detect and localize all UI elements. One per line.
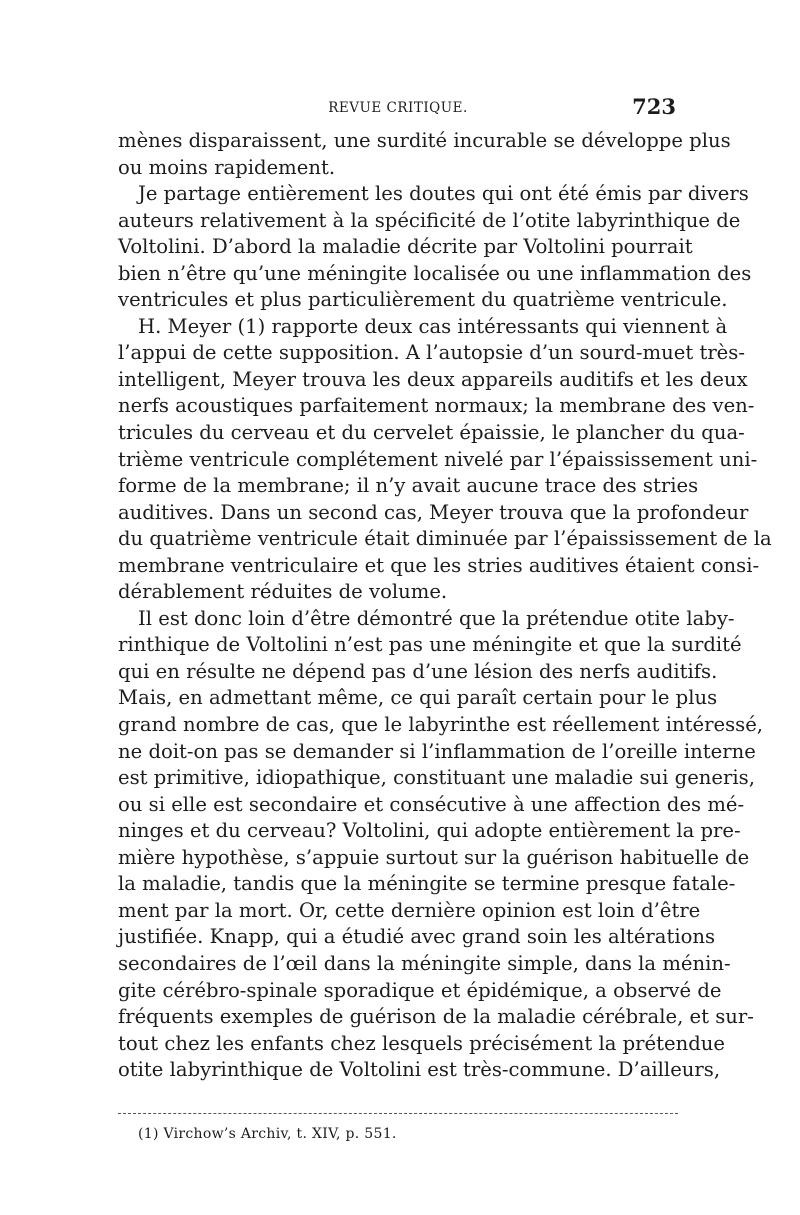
running-title: REVUE CRITIQUE. (328, 100, 468, 116)
text-line: secondaires de l’œil dans la méningite simple, dans la ménin- (118, 951, 731, 975)
text-line: otite labyrinthique de Voltolini est très-commune. D’ailleurs, (118, 1058, 721, 1082)
text-line: gite cérébro-spinale sporadique et épidémique, a observé de (118, 978, 722, 1002)
text-line: ment par la mort. Or, cette dernière opinion est loin d’être (118, 898, 701, 922)
text-line: nerfs acoustiques parfaitement normaux; la membrane des ven- (118, 394, 755, 418)
text-line: membrane ventriculaire et que les stries auditives étaient consi- (118, 553, 760, 577)
text-line: rinthique de Voltolini n’est pas une méningite et que la surdité (118, 633, 742, 657)
text-line: tout chez les enfants chez lesquels précisément la prétendue (118, 1031, 725, 1055)
text-line: l’appui de cette supposition. A l’autopsie d’un sourd-muet très- (118, 341, 745, 365)
text-line: du quatrième ventricule était diminuée par l’épaississement de la (118, 527, 772, 551)
text-line: intelligent, Meyer trouva les deux appareils auditifs et les deux (118, 367, 748, 391)
text-line: qui en résulte ne dépend pas d’une lésion des nerfs auditifs. (118, 659, 718, 683)
page-number: 723 (632, 94, 676, 119)
text-line: dérablement réduites de volume. (118, 580, 448, 604)
text-line: bien n’être qu’une méningite localisée ou une inflammation des (118, 261, 752, 285)
text-line: tricules du cerveau et du cervelet épaissie, le plancher du qua- (118, 421, 745, 445)
text-line: fréquents exemples de guérison de la maladie cérébrale, et sur- (118, 1005, 754, 1029)
text-line: la maladie, tandis que la méningite se termine presque fatale- (118, 872, 736, 896)
text-line: Mais, en admettant même, ce qui paraît certain pour le plus (118, 686, 718, 710)
footnote-rule (118, 1113, 678, 1114)
text-line: auditives. Dans un second cas, Meyer trouva que la profondeur (118, 500, 749, 524)
text-line: mènes disparaissent, une surdité incurable se développe plus (118, 129, 731, 152)
text-line: forme de la membrane; il n’y avait aucune trace des stries (118, 474, 699, 498)
text-line: grand nombre de cas, que le labyrinthe est réellement intéressé, (118, 713, 764, 737)
text-line: Je partage entièrement les doutes qui ont été émis par divers (138, 182, 749, 206)
text-line: Il est donc loin d’être démontré que la prétendue otite laby- (138, 606, 735, 630)
text-line: trième ventricule complétement nivelé par l’épaississement uni- (118, 447, 758, 471)
body-text (118, 128, 772, 1084)
text-line: ou moins rapidement. (118, 155, 336, 179)
text-line: justifiée. Knapp, qui a étudié avec grand soin les altérations (118, 925, 716, 949)
footnote: (1) Virchow’s Archiv, t. XIV, p. 551. (138, 1126, 397, 1142)
text-line: est primitive, idiopathique, constituant une maladie sui generis, (118, 766, 755, 790)
text-line: ne doit-on pas se demander si l’inflammation de l’oreille interne (118, 739, 756, 763)
text-line: Voltolini. D’abord la maladie décrite par Voltolini pourrait (118, 235, 693, 259)
page-header (118, 96, 678, 126)
text-line: auteurs relativement à la spécificité de l’otite labyrinthique de (118, 208, 741, 232)
text-line: ninges et du cerveau? Voltolini, qui adopte entièrement la pre- (118, 819, 741, 843)
text-line: mière hypothèse, s’appuie surtout sur la guérison habituelle de (118, 845, 750, 869)
text-line: ventricules et plus particulièrement du quatrième ventricule. (118, 288, 728, 312)
text-line: ou si elle est secondaire et consécutive à une affection des mé- (118, 792, 745, 816)
text-line: H. Meyer (1) rapporte deux cas intéressants qui viennent à (138, 314, 728, 338)
